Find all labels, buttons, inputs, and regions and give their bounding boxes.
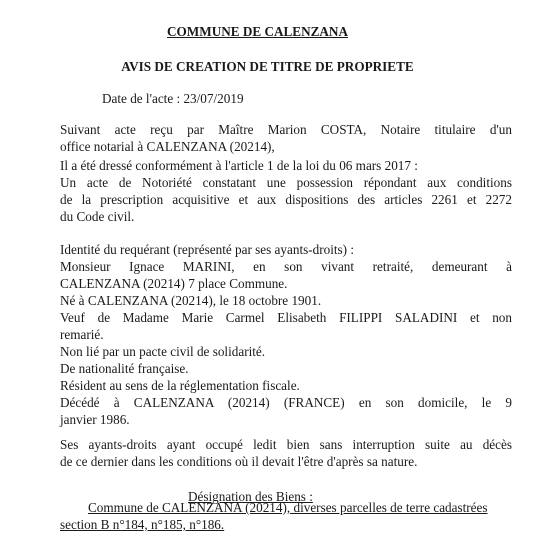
text-line: Identité du requérant (représenté par ses ayants-droits) : [60,242,355,257]
text-line: Suivant acte reçu par Maître Marion COSTA, Notaire titulaire d'un [60,122,512,137]
text-line: Non lié par un pacte civil de solidarité. [60,344,266,359]
text-line: De nationalité française. [60,361,189,376]
text-line: du Code civil. [60,209,135,224]
text-line: office notarial à CALENZANA (20214), [60,139,275,154]
paragraph-identite [60,241,512,428]
paragraph-ayants-droits [60,436,512,470]
notice-title: AVIS DE CREATION DE TITRE DE PROPRIETE [121,59,414,74]
text-line: section B n°184, n°185, n°186. [60,517,225,532]
text-line: Commune de CALENZANA (20214), diverses parcelles de terre cadastrées [88,500,488,515]
text-line: de ce dernier dans les conditions où il devait l'être d'après sa nature. [60,454,418,469]
designation-text [60,499,518,533]
act-date: Date de l'acte : 23/07/2019 [102,91,244,106]
text-line: Ses ayants-droits ayant occupé ledit bien sans interruption suite au décès [60,437,512,452]
text-line: Il a été dressé conformément à l'article 1 de la loi du 06 mars 2017 : [60,158,418,173]
text-line: Né à CALENZANA (20214), le 18 octobre 1901. [60,293,322,308]
commune-title: COMMUNE DE CALENZANA [167,24,348,39]
text-line: Monsieur Ignace MARINI, en son vivant retraité, demeurant à [60,259,512,274]
designation-title: Désignation des Biens : [188,489,313,504]
text-line: janvier 1986. [60,412,130,427]
text-line: CALENZANA (20214) 7 place Commune. [60,276,288,291]
text-line: Un acte de Notoriété constatant une possession répondant aux conditions [60,175,512,190]
text-line: remarié. [60,327,104,342]
text-line: de la prescription acquisitive et aux dispositions des articles 2261 et 2272 [60,192,512,207]
paragraph-loi [60,157,512,225]
paragraph-acte [60,121,512,155]
text-line: Résident au sens de la réglementation fiscale. [60,378,300,393]
text-line: Veuf de Madame Marie Carmel Elisabeth FILIPPI SALADINI et non [60,310,512,325]
text-line: Décédé à CALENZANA (20214) (FRANCE) en son domicile, le 9 [60,395,512,410]
